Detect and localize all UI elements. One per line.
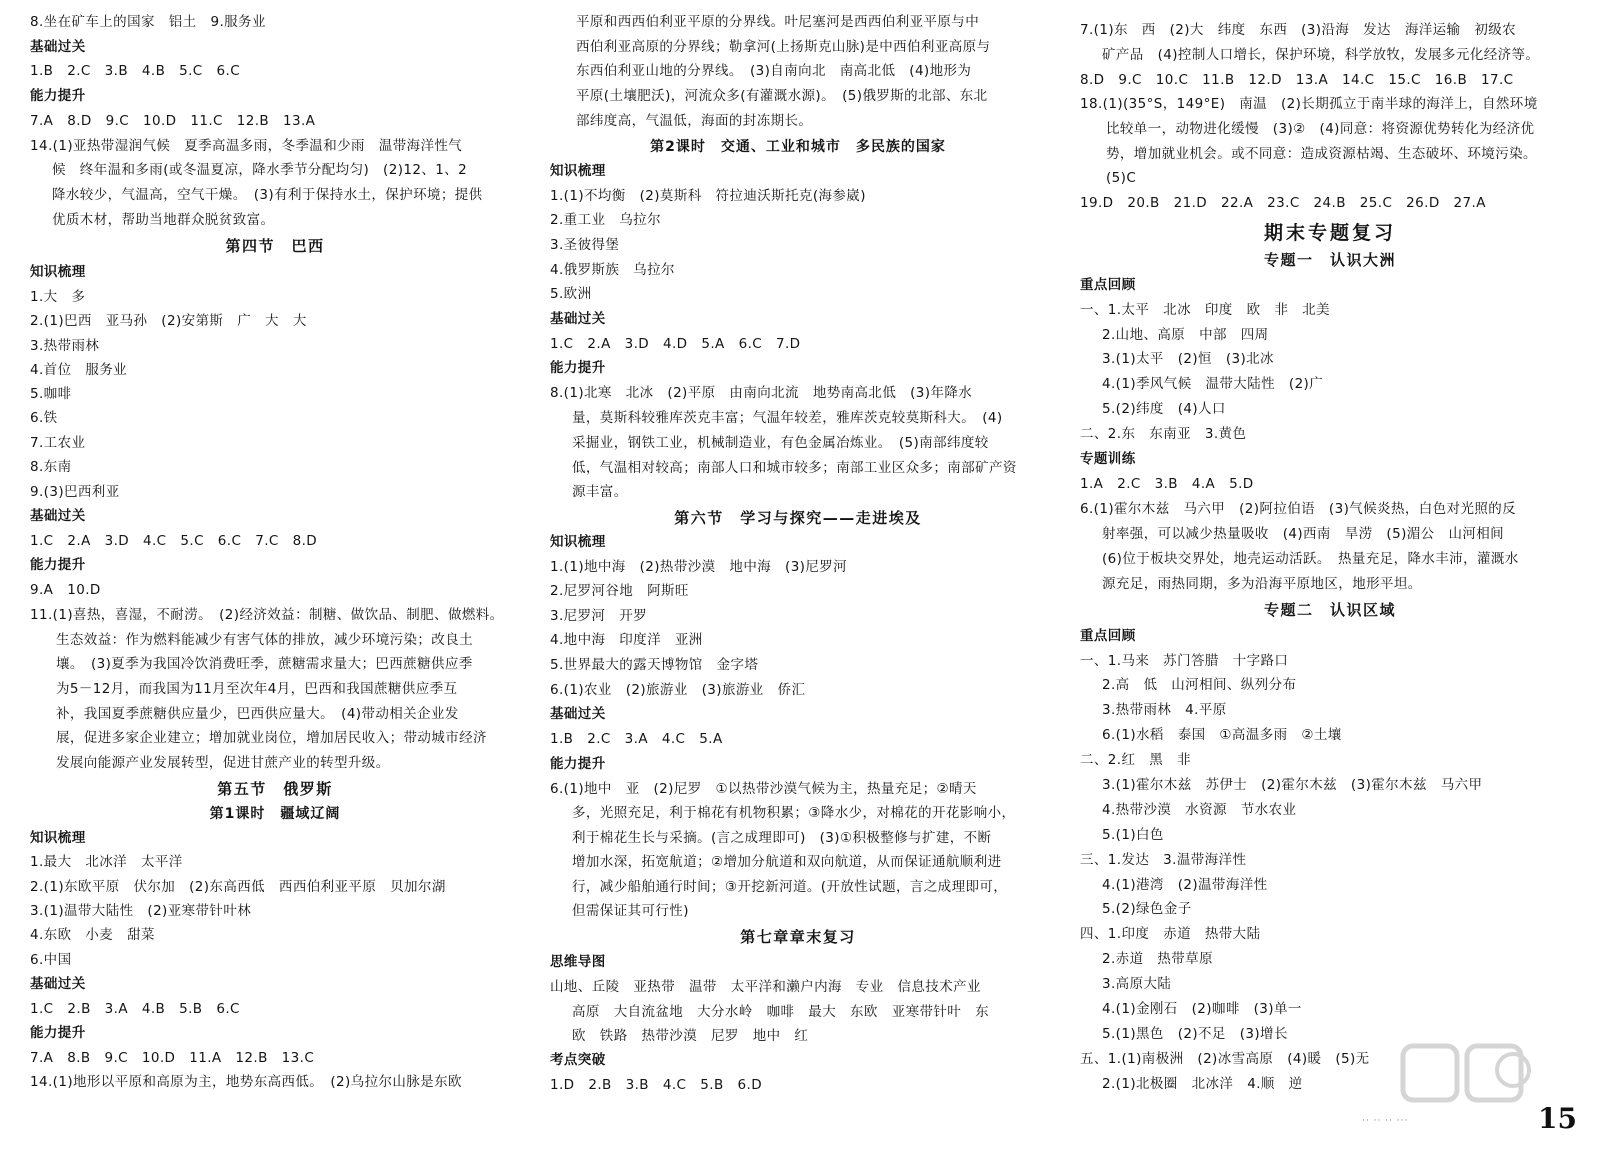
- answer-line: 4.俄罗斯族 乌拉尔: [550, 262, 675, 278]
- footer-marks: ·· ·· ·· ···: [1362, 1116, 1409, 1126]
- chapter-title: 期末专题复习: [1263, 222, 1396, 244]
- answer-line: 展，促进多家企业建立；增加就业岗位，增加居民收入；带动城市经济: [56, 730, 487, 746]
- answer-line: 2.重工业 乌拉尔: [550, 212, 661, 228]
- answer-line: 5.(2)绿色金子: [1102, 901, 1192, 917]
- answer-line: 平原和西西伯利亚平原的分界线。叶尼塞河是西西伯利亚平原与中: [576, 14, 980, 30]
- section-label: 思维导图: [550, 954, 606, 970]
- answer-line: 2.尼罗河谷地 阿斯旺: [550, 583, 689, 599]
- answer-line: 一、1.太平 北冰 印度 欧 非 北美: [1080, 302, 1330, 318]
- section-title: 专题一 认识大洲: [1263, 251, 1396, 269]
- answer-line: 4.(1)季风气候 温带大陆性 (2)广: [1102, 376, 1324, 392]
- section-label: 基础过关: [30, 508, 86, 524]
- answer-line: 1.C 2.A 3.D 4.D 5.A 6.C 7.D: [550, 336, 801, 352]
- answer-line: (5)C: [1106, 170, 1137, 186]
- section-label: 能力提升: [30, 1025, 86, 1041]
- section-label: 考点突破: [550, 1052, 606, 1068]
- answer-line: 行，减少船舶通行时间；③开挖新河道。(开放性试题，言之成理即可，: [572, 879, 1008, 895]
- answer-line: 6.(1)霍尔木兹 马六甲 (2)阿拉伯语 (3)气候炎热，白色对光照的反: [1080, 501, 1517, 517]
- answer-line: 3.尼罗河 开罗: [550, 608, 648, 624]
- answer-line: 8.D 9.C 10.C 11.B 12.D 13.A 14.C 15.C 16.B 17.C: [1080, 72, 1514, 88]
- answer-line: 4.热带沙漠 水资源 节水农业: [1102, 802, 1297, 818]
- answer-line: 6.铁: [30, 410, 58, 426]
- answer-line: (6)位于板块交界处，地壳运动活跃。 热量充足，降水丰沛，灌溉水: [1102, 551, 1519, 567]
- section-label: 基础过关: [30, 976, 86, 992]
- answer-line: 二、2.红 黑 非: [1080, 752, 1191, 768]
- section-title: 第六节 学习与探究——走进埃及: [674, 509, 922, 527]
- answer-line: 2.山地、高原 中部 四周: [1102, 327, 1269, 343]
- section-label: 基础过关: [30, 39, 86, 55]
- answer-line: 欧 铁路 热带沙漠 尼罗 地中 红: [572, 1028, 809, 1044]
- answer-line: 1.D 2.B 3.B 4.C 5.B 6.D: [550, 1077, 762, 1093]
- lesson-title: 第1课时 疆域辽阔: [209, 806, 341, 822]
- answer-line: 降水较少，气温高，空气干燥。 (3)有利于保持水土，保护环境；提供: [52, 187, 483, 203]
- answer-line: 势，增加就业机会。或不同意：造成资源枯竭、生态破坏、环境污染。: [1106, 146, 1537, 162]
- answer-line: 11.(1)喜热，喜湿，不耐涝。 (2)经济效益：制糖、做饮品、制肥、做燃料。: [30, 607, 504, 623]
- answer-line: 东西伯利亚山地的分界线。 (3)自南向北 南高北低 (4)地形为: [576, 63, 972, 79]
- answer-line: 6.(1)地中 亚 (2)尼罗 ①以热带沙漠气候为主，热量充足；②晴天: [550, 781, 977, 797]
- section-label: 基础过关: [550, 311, 606, 327]
- answer-line: 5.咖啡: [30, 386, 72, 402]
- answer-line: 1.B 2.C 3.A 4.C 5.A: [550, 731, 723, 747]
- answer-line: 利于棉花生长与采摘。(言之成理即可) (3)①积极整修与扩建，不断: [572, 830, 992, 846]
- answer-line: 2.赤道 热带草原: [1102, 951, 1213, 967]
- section-label: 知识梳理: [30, 830, 86, 846]
- answer-line: 9.(3)巴西利亚: [30, 484, 120, 500]
- answer-line: 9.A 10.D: [30, 582, 101, 598]
- section-label: 能力提升: [550, 756, 606, 772]
- answer-line: 8.坐在矿车上的国家 铝土 9.服务业: [30, 14, 266, 30]
- section-title: 专题二 认识区域: [1263, 601, 1396, 619]
- section-label: 能力提升: [30, 557, 86, 573]
- answer-line: 8.(1)北寒 北冰 (2)平原 由南向北流 地势南高北低 (3)年降水: [550, 385, 973, 401]
- answer-line: 1.(1)地中海 (2)热带沙漠 地中海 (3)尼罗河: [550, 559, 848, 575]
- answer-line: 5.欧洲: [550, 286, 592, 302]
- answer-line: 优质木材，帮助当地群众脱贫致富。: [52, 212, 275, 228]
- answer-line: 3.热带雨林: [30, 338, 100, 354]
- answer-line: 3.圣彼得堡: [550, 237, 620, 253]
- section-label: 专题训练: [1080, 451, 1136, 467]
- answer-line: 7.(1)东 西 (2)大 纬度 东西 (3)沿海 发达 海洋运输 初级农: [1080, 22, 1517, 38]
- answer-line: 2.(1)东欧平原 伏尔加 (2)东高西低 西西伯利亚平原 贝加尔湖: [30, 879, 446, 895]
- answer-line: 3.热带雨林 4.平原: [1102, 702, 1227, 718]
- answer-line: 四、1.印度 赤道 热带大陆: [1080, 926, 1261, 942]
- answer-line: 多，光照充足，利于棉花有机物积累；③降水少，对棉花的开花影响小，: [572, 805, 1016, 821]
- answer-line: 为5－12月，而我国为11月至次年4月，巴西和我国蔗糖供应季互: [56, 681, 458, 697]
- answer-line: 6.(1)农业 (2)旅游业 (3)旅游业 侨汇: [550, 682, 806, 698]
- answer-line: 壤。 (3)夏季为我国冷饮消费旺季，蔗糖需求量大；巴西蔗糖供应季: [56, 656, 473, 672]
- section-label: 能力提升: [550, 360, 606, 376]
- answer-line: 4.(1)金刚石 (2)咖啡 (3)单一: [1102, 1001, 1302, 1017]
- answer-line: 源丰富。: [572, 484, 628, 500]
- answer-line: 三、1.发达 3.温带海洋性: [1080, 852, 1247, 868]
- section-title: 第四节 巴西: [225, 237, 325, 255]
- answer-line: 5.(1)白色: [1102, 827, 1164, 843]
- answer-line: 西伯利亚高原的分界线；勒拿河(上扬斯克山脉)是中西伯利亚高原与: [576, 39, 991, 55]
- answer-line: 3.(1)霍尔木兹 苏伊士 (2)霍尔木兹 (3)霍尔木兹 马六甲: [1102, 777, 1483, 793]
- section-label: 重点回顾: [1080, 277, 1136, 293]
- answer-line: 平原(土壤肥沃)，河流众多(有灌溉水源)。 (5)俄罗斯的北部、东北: [576, 88, 988, 104]
- section-label: 知识梳理: [550, 163, 606, 179]
- answer-line: 7.A 8.D 9.C 10.D 11.C 12.B 13.A: [30, 113, 316, 129]
- answer-line: 3.高原大陆: [1102, 976, 1172, 992]
- answer-line: 1.C 2.B 3.A 4.B 5.B 6.C: [30, 1001, 240, 1017]
- answer-line: 矿产品 (4)控制人口增长，保护环境，科学放牧，发展多元化经济等。: [1102, 47, 1540, 63]
- section-label: 知识梳理: [30, 264, 86, 280]
- answer-line: 4.东欧 小麦 甜菜: [30, 927, 155, 943]
- section-label: 重点回顾: [1080, 628, 1136, 644]
- answer-line: 候 终年温和多雨(或冬温夏凉，降水季节分配均匀) (2)12、1、2: [52, 162, 468, 178]
- answer-line: 3.(1)太平 (2)恒 (3)北冰: [1102, 351, 1274, 367]
- answer-line: 14.(1)地形以平原和高原为主，地势东高西低。 (2)乌拉尔山脉是东欧: [30, 1074, 462, 1090]
- answer-line: 发展向能源产业发展转型，促进甘蔗产业的转型升级。: [56, 755, 390, 771]
- answer-line: 1.(1)不均衡 (2)莫斯科 符拉迪沃斯托克(海参崴): [550, 188, 866, 204]
- answer-line: 3.(1)温带大陆性 (2)亚寒带针叶林: [30, 903, 252, 919]
- answer-line: 补，我国夏季蔗糖供应量少，巴西供应量大。 (4)带动相关企业发: [56, 706, 459, 722]
- answer-line: 1.A 2.C 3.B 4.A 5.D: [1080, 476, 1254, 492]
- answer-line: 1.C 2.A 3.D 4.C 5.C 6.C 7.C 8.D: [30, 533, 318, 549]
- answer-line: 14.(1)亚热带湿润气候 夏季高温多雨，冬季温和少雨 温带海洋性气: [30, 138, 463, 154]
- section-label: 知识梳理: [550, 534, 606, 550]
- section-title: 第五节 俄罗斯: [217, 780, 333, 798]
- answer-line: 2.(1)北极圈 北冰洋 4.顺 逆: [1102, 1076, 1303, 1092]
- answer-line: 高原 大自流盆地 大分水岭 咖啡 最大 东欧 亚寒带针叶 东: [572, 1004, 989, 1020]
- answer-line: 4.(1)港湾 (2)温带海洋性: [1102, 877, 1268, 893]
- answer-line: 7.工农业: [30, 435, 86, 451]
- answer-line: 5.(1)黑色 (2)不足 (3)增长: [1102, 1026, 1288, 1042]
- watermark-logo-icon: [1395, 1040, 1535, 1120]
- answer-line: 4.地中海 印度洋 亚洲: [550, 632, 703, 648]
- answer-line: 一、1.马来 苏门答腊 十字路口: [1080, 653, 1289, 669]
- answer-line: 1.最大 北冰洋 太平洋: [30, 854, 183, 870]
- answer-line: 19.D 20.B 21.D 22.A 23.C 24.B 25.C 26.D 27.A: [1080, 195, 1486, 211]
- answer-line: 低，气温相对较高；南部人口和城市较多；南部工业区众多；南部矿产资: [572, 460, 1017, 476]
- answer-line: 源充足，雨热同期，多为沿海平原地区，地形平坦。: [1102, 576, 1422, 592]
- section-title: 第七章章末复习: [740, 928, 856, 946]
- answer-line: 二、2.东 东南亚 3.黄色: [1080, 426, 1247, 442]
- answer-line: 2.高 低 山河相间、纵列分布: [1102, 677, 1297, 693]
- answer-line: 山地、丘陵 亚热带 温带 太平洋和濑户内海 专业 信息技术产业: [550, 979, 981, 995]
- answer-line: 8.东南: [30, 459, 72, 475]
- answer-line: 射率强，可以减少热量吸收 (4)西南 旱涝 (5)湄公 山河相间: [1102, 526, 1505, 542]
- answer-line: 但需保证其可行性): [572, 903, 689, 919]
- page-number: 15: [1538, 1102, 1577, 1135]
- answer-line: 增加水深，拓宽航道；②增加分航道和双向航道，从而保证通航顺利进: [572, 854, 1002, 870]
- answer-line: 1.大 多: [30, 289, 86, 305]
- answer-line: 4.首位 服务业: [30, 362, 128, 378]
- answer-line: 采掘业，钢铁工业，机械制造业，有色金属冶炼业。 (5)南部纬度较: [572, 435, 989, 451]
- answer-line: 6.(1)水稻 泰国 ①高温多雨 ②土壤: [1102, 727, 1342, 743]
- answer-line: 5.世界最大的露天博物馆 金字塔: [550, 657, 759, 673]
- answer-line: 18.(1)(35°S，149°E) 南温 (2)长期孤立于南半球的海洋上，自然环境: [1080, 96, 1538, 112]
- answer-line: 7.A 8.B 9.C 10.D 11.A 12.B 13.C: [30, 1050, 315, 1066]
- answer-line: 1.B 2.C 3.B 4.B 5.C 6.C: [30, 63, 241, 79]
- lesson-title: 第2课时 交通、工业和城市 多民族的国家: [650, 139, 946, 155]
- answer-line: 2.(1)巴西 亚马孙 (2)安第斯 广 大 大: [30, 313, 307, 329]
- section-label: 基础过关: [550, 706, 606, 722]
- answer-line: 五、1.(1)南极洲 (2)冰雪高原 (4)暖 (5)无: [1080, 1051, 1370, 1067]
- answer-line: 部纬度高，气温低，海面的封冻期长。: [576, 113, 813, 129]
- answer-line: 比较单一，动物进化缓慢 (3)② (4)同意：将资源优势转化为经济优: [1106, 121, 1535, 137]
- answer-line: 5.(2)纬度 (4)人口: [1102, 401, 1226, 417]
- answer-line: 量，莫斯科较雅库茨克丰富；气温年较差，雅库茨克较莫斯科大。 (4): [572, 410, 1003, 426]
- answer-line: 6.中国: [30, 952, 72, 968]
- section-label: 能力提升: [30, 88, 86, 104]
- answer-line: 生态效益：作为燃料能减少有害气体的排放，减少环境污染；改良土: [56, 632, 473, 648]
